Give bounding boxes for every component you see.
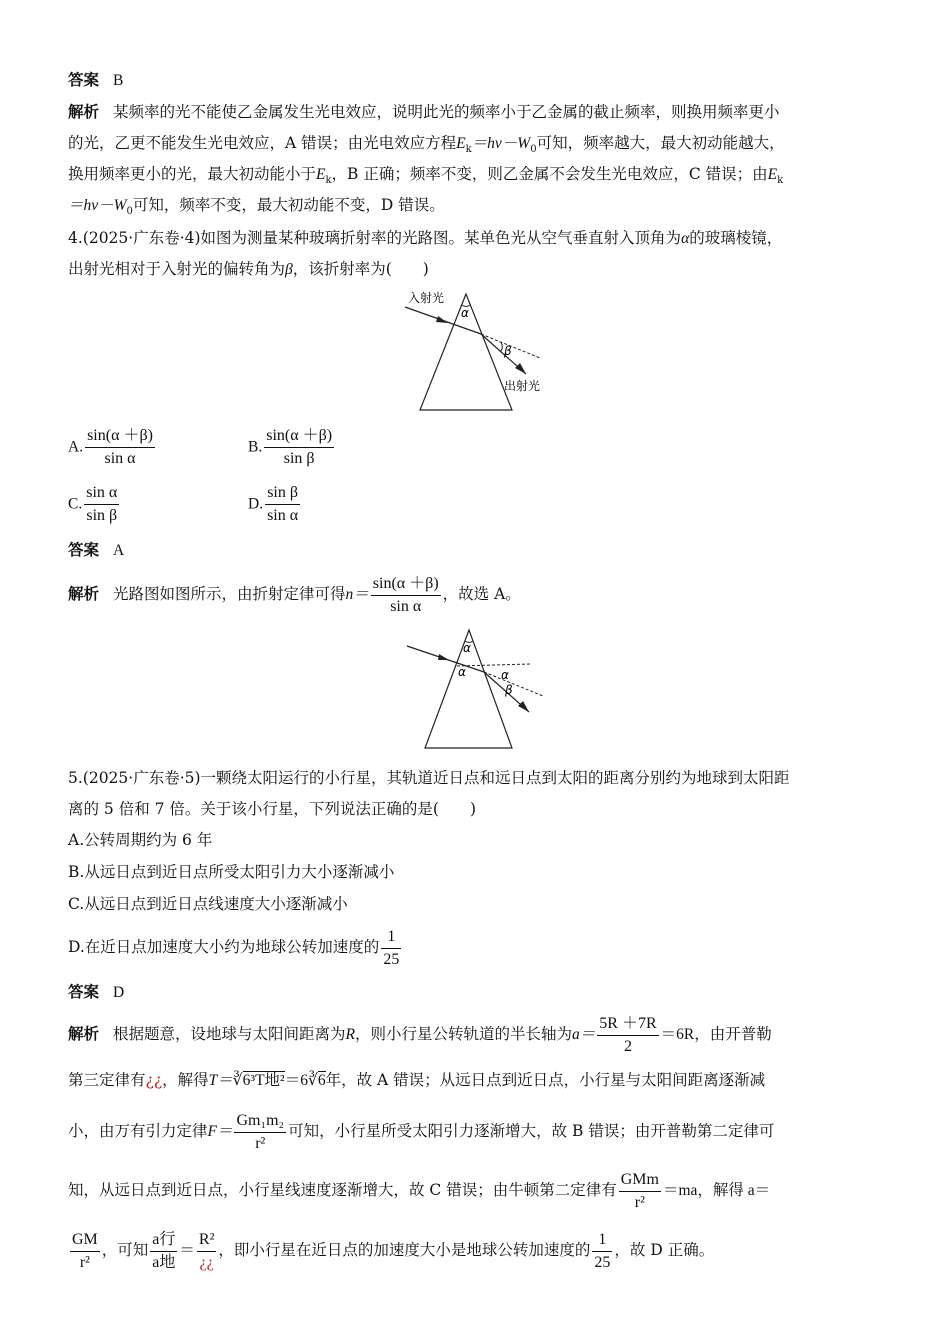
fraction-numerator: 1 [592, 1229, 612, 1252]
analysis-text: 光路图如图所示，由折射定律可得 [113, 585, 346, 603]
formula-part: ＝hν－W [471, 135, 531, 152]
formula-part: F＝ [207, 1123, 233, 1140]
formula-var: E [767, 166, 778, 183]
q5-analysis-line-3 [68, 1108, 774, 1155]
incident-arrow [436, 316, 448, 323]
formula-var: E [316, 166, 326, 183]
alpha-label-left: α [458, 665, 466, 679]
q5-stem-line-1 [68, 768, 790, 788]
analysis-text: 知，从远日点到近日点，小行星线速度逐渐增大，故 C 错误；由牛顿第二定律有 [68, 1181, 617, 1199]
exit-arrow [515, 363, 526, 374]
root-content: 6³T地² [242, 1072, 285, 1089]
fraction-denominator: sin β [86, 507, 118, 524]
beta-symbol: β [285, 261, 293, 278]
analysis-text: 换用频率更小的光，最大初动能小于 [68, 165, 317, 183]
option-letter: D. [248, 495, 264, 513]
prism-figure-2 [405, 626, 555, 752]
garbled-formula: ¿¿ [145, 1071, 163, 1089]
option-fraction [264, 425, 334, 470]
q5-analysis-line-1 [68, 1011, 772, 1058]
fraction-numerator: sin α [84, 482, 119, 505]
beta-label: β [505, 683, 513, 697]
formula-var: E [456, 135, 466, 152]
option-text: C.从远日点到近日点线速度大小逐渐减小 [68, 895, 348, 913]
fraction-numerator: GM [70, 1229, 100, 1252]
analysis-label: 解析 [68, 103, 100, 121]
stem-text: 的玻璃棱镜， [689, 229, 783, 247]
analysis-text: 第三定律有 [68, 1071, 146, 1089]
equals-sign: ＝ [179, 1242, 195, 1259]
incident-arrow [438, 654, 449, 660]
analysis-text: ，B 正确；频率不变，则乙金属不会发生光电效应，C 错误；由 [331, 165, 768, 183]
formula-part: ＝hν－W [68, 197, 127, 214]
analysis-text: 年，故 A 错误；从远日点到近日点，小行星与太阳间距离逐渐减 [325, 1071, 766, 1089]
analysis-text: 根据题意，设地球与太阳间距离为 [113, 1025, 346, 1043]
fraction-denominator: sin β [283, 450, 315, 467]
fraction-denominator: r² [634, 1193, 645, 1211]
formula-var: R [345, 1026, 355, 1043]
option-fraction [85, 425, 155, 470]
q5-option-b[interactable] [68, 862, 394, 882]
fraction-numerator: R² [197, 1229, 216, 1252]
formula-sub: k [465, 144, 472, 156]
answer-value: A [113, 542, 125, 559]
q4-stem-line-2 [68, 259, 429, 280]
exit-arrow [518, 701, 529, 712]
formula-sub: k [325, 175, 332, 187]
fraction-denominator: r² [79, 1253, 90, 1271]
option-a[interactable] [68, 425, 157, 470]
option-text: D.在近日点加速度大小约为地球公转加速度的 [68, 938, 380, 956]
prism-figure-1 [400, 286, 560, 414]
alpha-symbol: α [681, 230, 690, 247]
formula-part: ＝6 [284, 1072, 308, 1089]
q4-stem-line-1 [68, 228, 782, 249]
fraction-numerator: Gm₁m₂ [234, 1110, 286, 1133]
option-text: A.公转周期约为 6 年 [68, 831, 213, 849]
fraction-numerator: GMm [619, 1169, 661, 1192]
stem-text: 4.(2025·广东卷·4)如图为测量某种玻璃折射率的光路图。某单色光从空气垂直射入顶角为 [68, 229, 682, 247]
analysis-text: 小，由万有引力定律 [68, 1122, 208, 1140]
q3-analysis-line-2 [68, 133, 785, 160]
analysis-text: ，解得 [162, 1071, 209, 1089]
analysis-text: 可知，小行星所受太阳引力逐渐增大，故 B 错误；由开普勒第二定律可 [288, 1122, 775, 1140]
formula-sub: 0 [126, 206, 133, 218]
option-fraction [381, 926, 401, 971]
incident-label: 入射光 [408, 291, 445, 305]
formula-part: n＝ [345, 586, 369, 603]
fraction-denominator: a地 [152, 1253, 176, 1271]
radius-fraction [197, 1229, 216, 1274]
gravity-fraction [234, 1110, 286, 1155]
fraction-numerator: sin β [265, 482, 300, 505]
analysis-text: 可知，频率越大，最大初动能越大， [536, 134, 785, 152]
option-b[interactable] [248, 425, 336, 470]
stem-text: 5.(2025·广东卷·5)一颗绕太阳运行的小行星，其轨道近日点和远日点到太阳的距离分别约为地球到太阳距 [68, 769, 790, 787]
formula-sub: k [777, 175, 784, 187]
answer-label: 答案 [68, 983, 100, 1001]
root-content: 6 [317, 1072, 326, 1089]
fraction-denominator: 25 [594, 1253, 611, 1271]
formula-sub: 0 [530, 144, 537, 156]
analysis-label: 解析 [68, 585, 100, 603]
q4-answer-line [68, 540, 124, 561]
analysis-text: ，即小行星在近日点的加速度大小是地球公转加速度的 [218, 1241, 591, 1259]
stem-text: 离的 5 倍和 7 倍。关于该小行星，下列说法正确的是( ) [68, 800, 477, 818]
analysis-text: ，则小行星公转轨道的半长轴为 [355, 1025, 573, 1043]
analysis-text: ，故选 A。 [442, 585, 521, 603]
fraction-numerator: 5R ＋7R [597, 1013, 658, 1036]
q5-stem-line-2 [68, 799, 476, 819]
exit-label: 出射光 [504, 379, 541, 393]
analysis-text: 某频率的光不能使乙金属发生光电效应，说明此光的频率小于乙金属的截止频率，则换用频率更小 [113, 103, 780, 121]
q4-analysis-line [68, 571, 521, 618]
q3-analysis-line-3 [68, 164, 783, 191]
alpha-label-right: α [501, 668, 509, 682]
stem-text: ，该折射率为( ) [292, 260, 429, 278]
fraction-denominator: ¿¿ [199, 1253, 214, 1271]
fraction-denominator: 2 [623, 1037, 632, 1055]
option-c[interactable] [68, 482, 121, 527]
fraction-denominator: sin α [390, 597, 422, 615]
analysis-fraction [371, 573, 441, 618]
fraction-denominator: r² [255, 1134, 266, 1152]
ratio-fraction [150, 1229, 177, 1274]
accel-fraction [70, 1229, 100, 1274]
option-d[interactable] [248, 482, 302, 527]
option-letter: B. [248, 438, 263, 456]
alpha-label: α [461, 306, 469, 320]
analysis-text: 可知，频率不变，最大初动能不变，D 错误。 [132, 196, 445, 214]
option-text: B.从远日点到近日点所受太阳引力大小逐渐减小 [68, 863, 395, 881]
fraction-denominator: sin α [267, 507, 299, 524]
q5-analysis-line-2 [68, 1070, 765, 1091]
q3-analysis-line-4 [68, 195, 445, 222]
cube-root-2: ∛6 [307, 1072, 326, 1089]
analysis-text: ，故 D 正确。 [614, 1241, 715, 1259]
fraction-numerator: sin(α ＋β) [371, 573, 441, 596]
extension-dashed [484, 672, 543, 696]
option-letter: C. [68, 495, 83, 513]
alpha-label-top: α [463, 641, 471, 655]
option-fraction [265, 482, 300, 527]
result-fraction [592, 1229, 612, 1274]
analysis-text: ＝6R，由开普勒 [660, 1026, 772, 1043]
answer-label: 答案 [68, 71, 100, 89]
cube-root-1: ∛6³T地² [232, 1072, 285, 1089]
q3-answer-line [68, 70, 123, 91]
option-fraction [84, 482, 119, 527]
formula-part: a＝ [572, 1026, 596, 1043]
fraction-denominator: 25 [383, 950, 400, 968]
fraction-numerator: 1 [381, 926, 401, 949]
analysis-text: ，可知 [101, 1241, 149, 1259]
q5-answer-line [68, 982, 124, 1003]
beta-label: β [504, 344, 512, 358]
answer-value: B [113, 72, 124, 89]
semi-major-fraction [597, 1013, 658, 1058]
stem-text: 出射光相对于入射光的偏转角为 [68, 260, 286, 278]
answer-value: D [113, 984, 125, 1001]
normal-dashed [457, 664, 531, 666]
q5-option-d[interactable] [68, 924, 403, 971]
q3-analysis-line-1 [68, 102, 780, 122]
fraction-numerator: a行 [150, 1229, 177, 1252]
fraction-denominator: sin α [104, 450, 136, 467]
q5-analysis-line-5 [68, 1227, 714, 1274]
analysis-text: ＝ma，解得 a＝ [662, 1182, 771, 1199]
fraction-numerator: sin(α ＋β) [85, 425, 155, 448]
option-letter: A. [68, 438, 84, 456]
formula-part: T＝ [208, 1072, 233, 1089]
analysis-text: 的光，乙更不能发生光电效应，A 错误；由光电效应方程 [68, 134, 457, 152]
answer-label: 答案 [68, 541, 100, 559]
fraction-numerator: sin(α ＋β) [264, 425, 334, 448]
newton-fraction [619, 1169, 661, 1214]
q5-option-c[interactable] [68, 894, 348, 914]
q5-analysis-line-4 [68, 1167, 770, 1214]
analysis-label: 解析 [68, 1025, 100, 1043]
q5-option-a[interactable] [68, 830, 212, 850]
